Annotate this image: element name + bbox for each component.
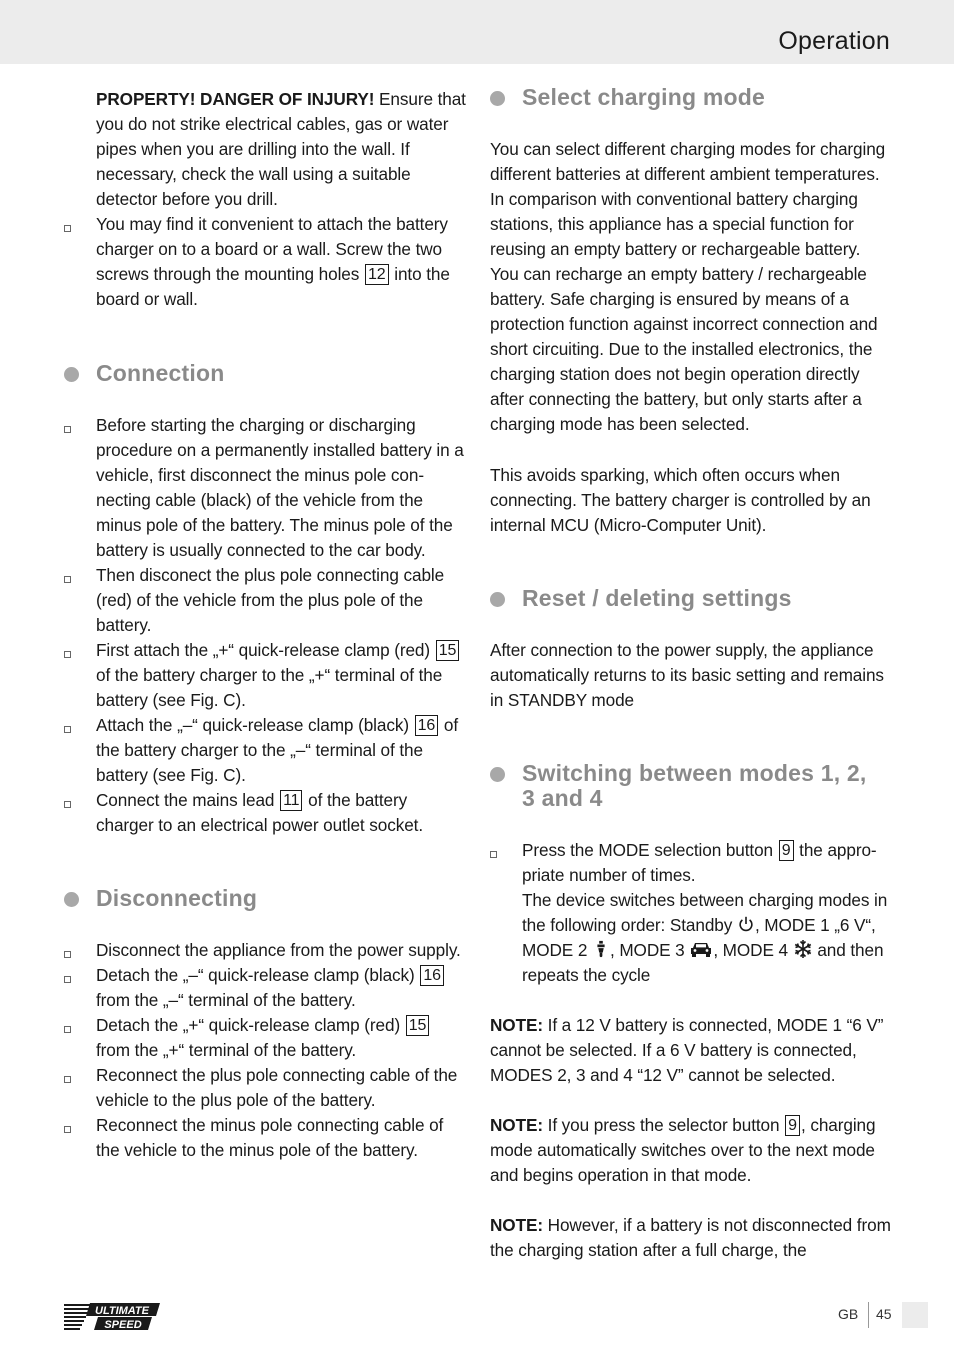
snowflake-icon — [793, 939, 813, 959]
part-ref: 16 — [420, 965, 444, 986]
part-ref: 15 — [436, 640, 460, 661]
page-title: Operation — [778, 27, 890, 55]
power-icon — [737, 914, 755, 934]
brand-logo — [64, 1302, 162, 1332]
part-ref: 9 — [779, 840, 794, 861]
footer-tab — [902, 1302, 928, 1328]
header-bar — [0, 0, 954, 64]
note-paragraph: NOTE: However, if a battery is not disconnected from the charging station after a full charge, the — [490, 1215, 891, 1260]
checkbox-bullet-icon — [64, 651, 71, 658]
checkbox-bullet-icon — [64, 976, 71, 983]
car-icon — [689, 939, 713, 959]
language-code: GB — [838, 1306, 859, 1322]
logo-text-line1: ULTIMATE — [95, 1305, 149, 1317]
page-number: 45 — [876, 1306, 892, 1322]
note-label: NOTE: — [490, 1215, 543, 1235]
warning-text: PROPERTY! DANGER OF INJURY! Ensure that you do not strike electrical cables, gas or water pipes when you are drilling into the wall. If necessary, check the wall using a suitable detector before you drill. — [96, 89, 466, 209]
paragraph: You can select different charging modes for charging different batteries at different ambient temperatures. In comparison with conventional battery charging stations, this appliance has a special function for reusing an empty battery or rechargeable battery. You can recharge an empty battery / rechargeable battery. Safe charging is ensured by means of a protection function against incorrect connection and short circuiting. Due to the installed electronics, the charging station does not begin operation directly after connecting the battery, but only starts after a charging mode has been selected. — [490, 139, 886, 434]
note-paragraph: NOTE: If you press the selector button 9 , charging mode automatically switches over to the next mode and begins operation in that mode. — [490, 1115, 876, 1185]
checkbox-bullet-icon — [64, 1126, 71, 1133]
bullet-dot-icon — [64, 892, 79, 907]
motorcycle-icon — [592, 939, 610, 959]
checkbox-bullet-icon — [64, 426, 71, 433]
checkbox-bullet-icon — [64, 225, 71, 232]
part-ref: 11 — [280, 790, 302, 811]
note-label: NOTE: — [490, 1015, 543, 1035]
part-ref: 16 — [415, 715, 439, 736]
checkbox-bullet-icon — [64, 1026, 71, 1033]
note-label: NOTE: — [490, 1115, 543, 1135]
press-instruction: Press the MODE selection button 9 the appro-priate number of times. — [522, 840, 877, 885]
checkbox-bullet-icon — [64, 726, 71, 733]
logo-text-line2: SPEED — [104, 1319, 142, 1331]
checkbox-bullet-icon — [64, 801, 71, 808]
mode-order-text: The device switches between charging modes in the following order: Standby , MODE 1 „6 V“, MODE 2 , MODE 3 , MODE 4 and then repeats the cycle — [522, 890, 888, 985]
checkbox-bullet-icon — [490, 851, 497, 858]
paragraph: This avoids sparking, which often occurs when connecting. The battery charger is controlled by an internal MCU (Micro-Computer Unit). — [490, 465, 871, 535]
bullet-dot-icon — [490, 592, 505, 607]
note-paragraph: NOTE: If a 12 V battery is connected, MODE 1 “6 V” cannot be selected. If a 6 V battery is connected, MODES 2, 3 and 4 “12 V” cannot be selected. — [490, 1015, 884, 1085]
bullet-dot-icon — [490, 91, 505, 106]
checkbox-bullet-icon — [64, 1076, 71, 1083]
footer-divider — [868, 1302, 869, 1328]
warning-label: PROPERTY! DANGER OF INJURY! — [96, 89, 375, 109]
part-ref: 12 — [365, 264, 389, 285]
part-ref: 9 — [785, 1115, 800, 1136]
bullet-dot-icon — [490, 767, 505, 782]
part-ref: 15 — [406, 1015, 430, 1036]
paragraph: After connection to the power supply, the appliance automatically returns to its basic setting and remains in STANDBY mode — [490, 640, 884, 710]
bullet-dot-icon — [64, 367, 79, 382]
checkbox-bullet-icon — [64, 951, 71, 958]
checkbox-bullet-icon — [64, 576, 71, 583]
